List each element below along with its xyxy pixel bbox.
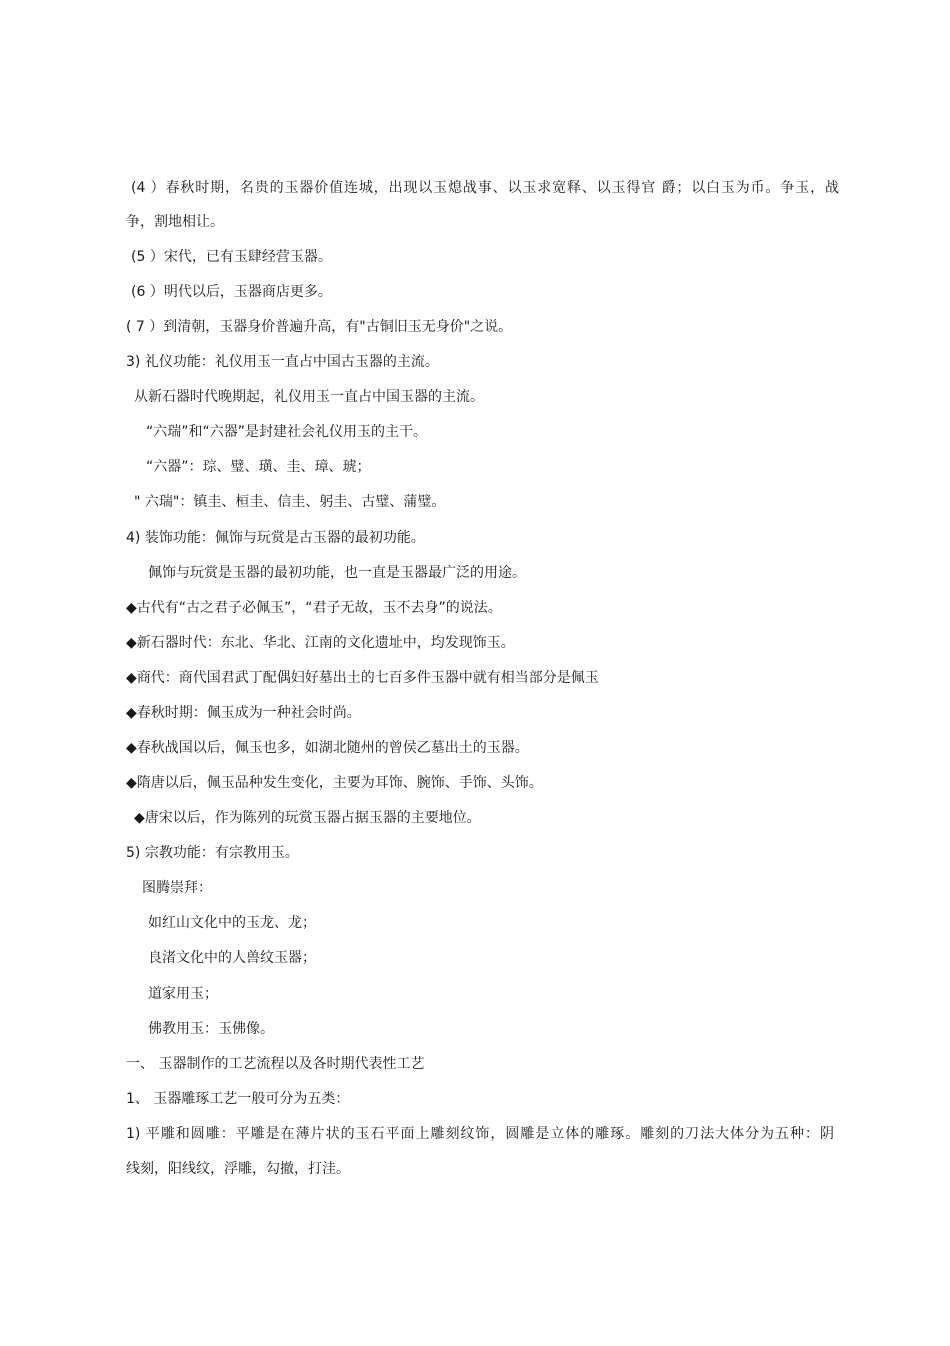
text-line: " 六瑞"：镇圭、桓圭、信圭、躬圭、古璧、蒲璧。 — [134, 494, 446, 510]
text-line: ◆春秋战国以后，佩玉也多，如湖北随州的曾侯乙墓出土的玉器。 — [126, 740, 529, 756]
text-line: ◆古代有“古之君子必佩玉”，“君子无故，玉不去身”的说法。 — [126, 600, 502, 616]
text-line: (5 ）宋代，已有玉肆经营玉器。 — [131, 249, 332, 265]
text-line: 一、 玉器制作的工艺流程以及各时期代表性工艺 — [126, 1056, 425, 1072]
text-line: 1) 平雕和圆雕：平雕是在薄片状的玉石平面上雕刻纹饰，圆雕是立体的雕琢。雕刻的刀法大体分为五种：阴 — [126, 1126, 834, 1142]
text-line: 5) 宗教功能：有宗教用玉。 — [126, 845, 299, 861]
text-line: (6 ）明代以后，玉器商店更多。 — [131, 284, 332, 300]
text-line: 3) 礼仪功能：礼仪用玉一直占中国古玉器的主流。 — [126, 354, 439, 370]
text-line: 争，割地相让。 — [126, 214, 224, 230]
text-line: ◆隋唐以后，佩玉品种发生变化，主要为耳饰、腕饰、手饰、头饰。 — [126, 775, 543, 791]
text-line: ◆新石器时代：东北、华北、江南的文化遗址中，均发现饰玉。 — [126, 635, 515, 651]
text-line: 道家用玉； — [148, 986, 218, 1002]
text-line: 从新石器时代晚期起，礼仪用玉一直占中国玉器的主流。 — [134, 389, 484, 405]
text-line: 图腾崇拜： — [142, 880, 212, 896]
text-line: 如红山文化中的玉龙、龙； — [148, 915, 316, 931]
text-line: 良渚文化中的人兽纹玉器； — [148, 950, 316, 966]
text-line: 1、 玉器雕琢工艺一般可分为五类： — [126, 1091, 350, 1107]
text-line: 佛教用玉：玉佛像。 — [148, 1021, 274, 1037]
text-line: “六器”：琮、璧、璜、圭、璋、琥； — [146, 459, 371, 475]
text-line: ◆商代：商代国君武丁配偶妇好墓出土的七百多件玉器中就有相当部分是佩玉 — [126, 670, 599, 686]
text-line: ( 7 ）到清朝，玉器身价普遍升高，有"古铜旧玉无身价"之说。 — [126, 319, 513, 335]
text-line: ◆春秋时期：佩玉成为一种社会时尚。 — [126, 705, 361, 721]
text-line: 4) 装饰功能：佩饰与玩赏是古玉器的最初功能。 — [126, 530, 425, 546]
text-line: 线刻，阳线纹，浮雕，勾撤，打洼。 — [126, 1161, 350, 1177]
text-line: (4 ）春秋时期，名贵的玉器价值连城，出现以玉熄战事、以玉求宽释、以玉得官 爵；以白玉为币。争玉，战 — [131, 180, 839, 196]
text-line: 佩饰与玩赏是玉器的最初功能，也一直是玉器最广泛的用途。 — [148, 565, 526, 581]
text-line: “六瑞”和“六器”是封建社会礼仪用玉的主干。 — [146, 424, 428, 440]
text-line: ◆唐宋以后，作为陈列的玩赏玉器占据玉器的主要地位。 — [134, 810, 481, 826]
